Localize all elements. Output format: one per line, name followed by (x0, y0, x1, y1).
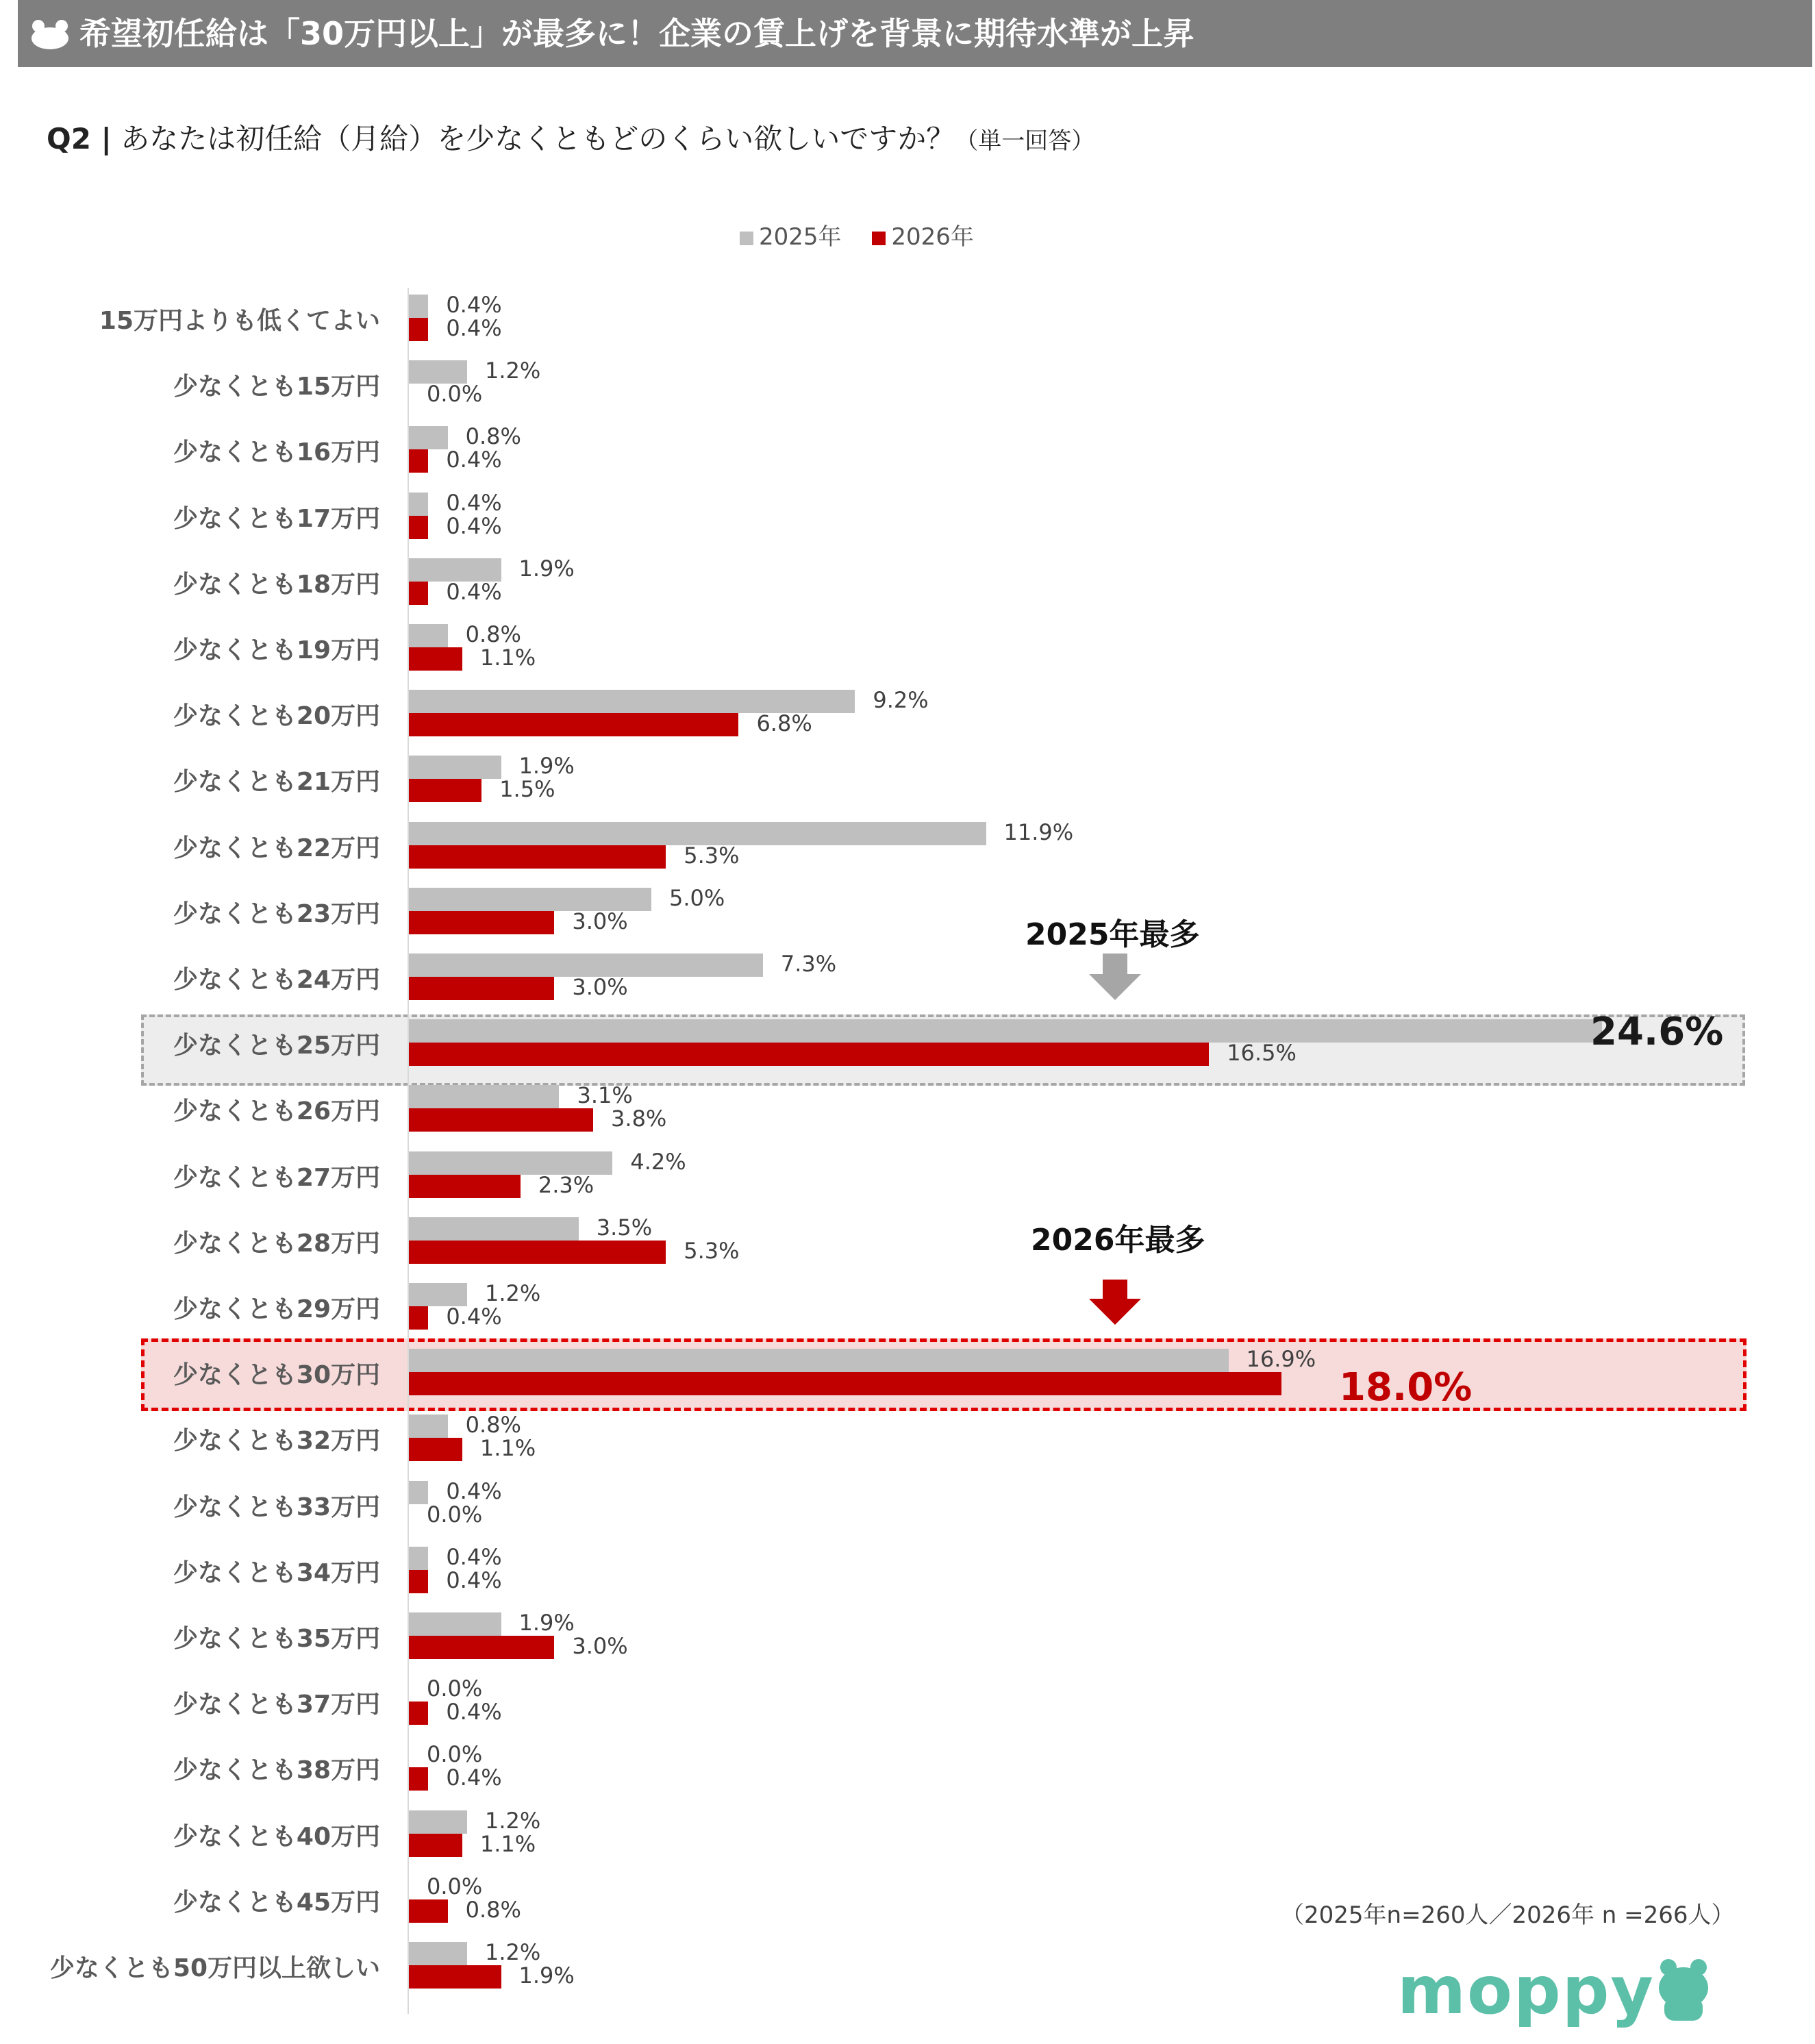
data-label-2025: 0.0% (427, 1741, 483, 1768)
data-label-2026: 6.8% (756, 710, 812, 737)
data-label-2025: 16.9% (1246, 1346, 1316, 1373)
category-label: 少なくとも15万円 (173, 373, 380, 401)
bar-2026 (409, 1241, 666, 1264)
category-label: 少なくとも28万円 (173, 1229, 380, 1258)
bar-2026 (409, 845, 666, 869)
data-label-2026: 3.8% (611, 1106, 667, 1132)
data-label-2025: 7.3% (780, 951, 837, 977)
data-label-2026: 0.0% (427, 1501, 483, 1528)
bar-2025 (409, 1283, 467, 1306)
data-label-2025: 1.9% (518, 1610, 575, 1636)
sample-size-note: （2025年n=260人／2026年 n =266人） (1281, 1902, 1735, 1929)
data-label-2026: 0.4% (446, 512, 502, 539)
category-label: 少なくとも27万円 (173, 1163, 380, 1192)
data-label-2026: 0.4% (446, 1699, 502, 1725)
data-label-2025: 0.8% (465, 621, 521, 647)
category-label: 少なくとも38万円 (173, 1756, 380, 1785)
bar-2025 (409, 756, 501, 779)
bar-2026 (409, 647, 462, 671)
annotation-most-2026: 2026年最多 (1031, 1223, 1205, 1258)
bar-2025 (409, 1217, 579, 1241)
data-label-2026: 16.5% (1227, 1040, 1297, 1067)
legend-swatch-2026 (872, 232, 886, 245)
category-axis-line (408, 288, 409, 2014)
bar-2025 (409, 426, 448, 449)
data-label-2026: 1.1% (479, 645, 536, 671)
bar-2025 (409, 1481, 428, 1504)
bar-2025 (409, 295, 428, 318)
category-label: 少なくとも32万円 (173, 1427, 380, 1456)
data-label-2026: 3.0% (572, 1633, 628, 1659)
data-label-2026: 0.4% (446, 1765, 502, 1791)
bar-2025 (409, 690, 855, 713)
bar-2025 (409, 1942, 467, 1965)
header-bar (18, 0, 1812, 67)
bar-2025 (409, 493, 428, 516)
category-label: 少なくとも40万円 (173, 1822, 380, 1851)
bar-2025 (409, 558, 501, 582)
question-number: Q2 | (47, 122, 112, 155)
bar-2026 (409, 1438, 462, 1461)
moppy-character-icon (1656, 1956, 1711, 2022)
bar-2025 (409, 888, 651, 911)
category-label: 少なくとも37万円 (173, 1691, 380, 1719)
data-label-2025: 0.4% (446, 489, 502, 516)
data-label-2025: 0.4% (446, 292, 502, 318)
bar-2025 (409, 1019, 1602, 1043)
legend-item-2025 (740, 218, 842, 251)
header-title: 希望初任給は「30万円以上」が最多に！企業の賃上げを背景に期待水準が上昇 (79, 15, 1195, 52)
category-label: 少なくとも17万円 (173, 504, 380, 533)
bar-2026 (409, 1702, 428, 1725)
data-label-2026: 0.4% (446, 578, 502, 605)
bar-2026 (409, 1175, 521, 1198)
bar-2025 (409, 1085, 559, 1108)
bar-2026 (409, 318, 428, 341)
data-label-2026: 3.0% (572, 908, 628, 934)
bar-2026 (409, 516, 428, 539)
bar-2025 (409, 1414, 448, 1438)
big-value-2025: 24.6% (1590, 1010, 1724, 1054)
legend-label-2025: 2025年 (759, 223, 842, 251)
legend-label-2026: 2026年 (891, 223, 974, 251)
data-label-2026: 3.0% (572, 974, 628, 1000)
data-label-2026: 5.3% (684, 842, 740, 869)
bar-2026 (409, 449, 428, 473)
category-label: 少なくとも16万円 (173, 438, 380, 467)
data-label-2025: 11.9% (1003, 819, 1074, 845)
category-label: 少なくとも50万円以上欲しい (49, 1954, 380, 1982)
category-label: 少なくとも18万円 (173, 570, 380, 599)
bar-2025 (409, 822, 986, 845)
question-sub: （単一回答） (955, 127, 1095, 155)
bar-2026 (409, 977, 554, 1000)
bar-2026 (409, 1899, 448, 1923)
bar-2026 (409, 713, 738, 736)
bar-2026 (409, 1306, 428, 1330)
bar-2025 (409, 1349, 1229, 1372)
data-label-2026: 1.9% (518, 1962, 575, 1989)
category-label: 少なくとも19万円 (173, 636, 380, 664)
data-label-2026: 0.4% (446, 447, 502, 473)
data-label-2025: 1.9% (518, 753, 575, 780)
data-label-2025: 3.1% (577, 1082, 633, 1109)
bar-2025 (409, 360, 467, 384)
bear-icon (30, 18, 70, 49)
data-label-2025: 4.2% (630, 1148, 686, 1175)
bar-2026 (409, 1372, 1281, 1395)
bar-2026 (409, 1834, 462, 1857)
data-label-2026: 0.8% (465, 1896, 521, 1923)
legend-item-2026 (872, 218, 974, 251)
category-label: 少なくとも30万円 (173, 1361, 380, 1390)
bar-2025 (409, 954, 763, 977)
bar-2026 (409, 779, 481, 802)
question-text: あなたは初任給（月給）を少なくともどのくらい欲しいですか？ (121, 122, 955, 155)
category-label: 15万円よりも低くてよい (99, 307, 380, 335)
data-label-2026: 0.4% (446, 1304, 502, 1330)
data-label-2025: 1.2% (484, 1807, 541, 1834)
data-label-2025: 1.2% (484, 1939, 541, 1965)
data-label-2025: 0.8% (465, 423, 521, 450)
chart-legend (740, 218, 997, 251)
bar-2025 (409, 1810, 467, 1834)
bar-2025 (409, 1151, 612, 1175)
data-label-2025: 0.0% (427, 1675, 483, 1702)
bar-2026 (409, 1636, 554, 1659)
category-label: 少なくとも33万円 (173, 1493, 380, 1521)
data-label-2025: 0.0% (427, 1873, 483, 1899)
bar-2026 (409, 1108, 593, 1132)
bar-2025 (409, 624, 448, 647)
bar-2026 (409, 1767, 428, 1791)
data-label-2026: 1.1% (479, 1435, 536, 1462)
data-label-2025: 9.2% (873, 687, 929, 714)
category-label: 少なくとも34万円 (173, 1558, 380, 1587)
category-label: 少なくとも35万円 (173, 1625, 380, 1653)
annotation-most-2025: 2025年最多 (1025, 917, 1200, 952)
bar-2026 (409, 1043, 1209, 1066)
data-label-2026: 0.4% (446, 315, 502, 341)
category-label: 少なくとも22万円 (173, 834, 380, 862)
question (47, 116, 1094, 158)
data-label-2025: 3.5% (596, 1214, 653, 1241)
legend-swatch-2025 (740, 232, 753, 245)
data-label-2025: 0.8% (465, 1412, 521, 1438)
data-label-2025: 5.0% (669, 884, 725, 911)
category-label: 少なくとも21万円 (173, 768, 380, 797)
data-label-2026: 5.3% (684, 1237, 740, 1264)
category-label: 少なくとも26万円 (173, 1097, 380, 1126)
down-arrow-red-icon (1089, 1280, 1141, 1325)
category-label: 少なくとも20万円 (173, 702, 380, 731)
data-label-2026: 0.0% (427, 381, 483, 408)
data-label-2026: 0.4% (446, 1567, 502, 1593)
category-label: 少なくとも24万円 (173, 966, 380, 994)
data-label-2026: 1.1% (479, 1830, 536, 1857)
category-label: 少なくとも29万円 (173, 1295, 380, 1323)
big-value-2026: 18.0% (1339, 1365, 1473, 1410)
data-label-2025: 0.4% (446, 1543, 502, 1570)
bar-2026 (409, 911, 554, 934)
data-label-2025: 1.9% (518, 555, 575, 582)
bar-2026 (409, 1570, 428, 1593)
category-label: 少なくとも23万円 (173, 899, 380, 928)
moppy-logo: moppy (1397, 1952, 1655, 2029)
data-label-2026: 1.5% (499, 776, 555, 803)
bar-2026 (409, 582, 428, 605)
down-arrow-gray-icon (1089, 954, 1141, 1000)
data-label-2025: 0.4% (446, 1478, 502, 1504)
category-label: 少なくとも45万円 (173, 1888, 380, 1917)
data-label-2025: 1.2% (484, 1280, 541, 1306)
data-label-2025: 1.2% (484, 358, 541, 384)
category-label: 少なくとも25万円 (173, 1032, 380, 1060)
bar-2025 (409, 1612, 501, 1636)
bar-2026 (409, 1965, 501, 1989)
bar-2025 (409, 1547, 428, 1570)
data-label-2026: 2.3% (538, 1171, 594, 1198)
